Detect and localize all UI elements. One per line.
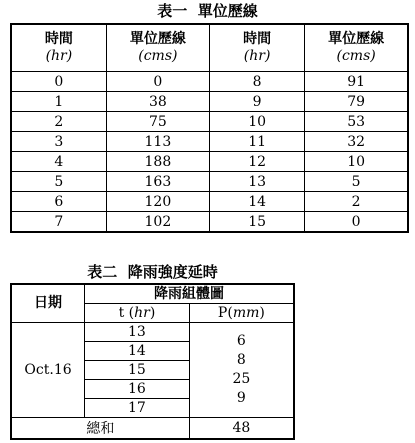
cell: 163 bbox=[106, 172, 209, 192]
total-row bbox=[11, 418, 294, 440]
header-uh-unit: (cms) bbox=[138, 48, 178, 64]
table-row bbox=[11, 152, 408, 172]
cell: 53 bbox=[305, 112, 408, 132]
t-cell: 13 bbox=[85, 323, 190, 342]
cell: 5 bbox=[11, 172, 106, 192]
header-uh-label: 單位歷線 bbox=[129, 31, 186, 47]
header-time2-label: 時間 bbox=[243, 31, 272, 47]
header-t bbox=[85, 304, 190, 323]
cell: 75 bbox=[106, 112, 209, 132]
header-time-unit: (hr) bbox=[45, 48, 73, 64]
total-label: 總和 bbox=[11, 418, 189, 440]
p-label-suffix: ) bbox=[259, 305, 265, 321]
cell: 113 bbox=[106, 132, 209, 152]
header-uh2-label: 單位歷線 bbox=[328, 31, 385, 47]
cell: 13 bbox=[209, 172, 304, 192]
t-cell: 15 bbox=[85, 361, 190, 380]
cell: 9 bbox=[209, 92, 304, 112]
p-value: 25 bbox=[232, 371, 251, 387]
table-row bbox=[11, 72, 408, 92]
t-cell: 16 bbox=[85, 380, 190, 399]
cell: 8 bbox=[209, 72, 304, 92]
header-date: 日期 bbox=[11, 284, 85, 323]
header-hyetograph: 降雨組體圖 bbox=[85, 284, 294, 304]
header-unit-hydrograph-2 bbox=[305, 24, 408, 72]
cell: 6 bbox=[11, 192, 106, 212]
table1-header-row bbox=[11, 24, 408, 72]
header-time-2 bbox=[209, 24, 304, 72]
cell: 7 bbox=[11, 212, 106, 233]
p-value: 9 bbox=[236, 390, 246, 406]
p-label-unit: mm bbox=[232, 305, 260, 321]
cell: 10 bbox=[209, 112, 304, 132]
cell: 102 bbox=[106, 212, 209, 233]
cell: 1 bbox=[11, 92, 106, 112]
table-row bbox=[11, 212, 408, 233]
cell: 15 bbox=[209, 212, 304, 233]
rainfall-intensity-table bbox=[10, 283, 295, 440]
cell: 0 bbox=[305, 212, 408, 233]
cell: 2 bbox=[11, 112, 106, 132]
table-row bbox=[11, 323, 294, 342]
p-label-prefix: P( bbox=[217, 305, 233, 321]
cell: 32 bbox=[305, 132, 408, 152]
cell: 188 bbox=[106, 152, 209, 172]
p-value: 8 bbox=[236, 352, 246, 368]
cell: 2 bbox=[305, 192, 408, 212]
table-row bbox=[11, 172, 408, 192]
t-label-prefix: t ( bbox=[118, 305, 135, 321]
cell: 79 bbox=[305, 92, 408, 112]
total-value: 48 bbox=[189, 418, 294, 440]
table-row bbox=[11, 132, 408, 152]
header-uh2-unit: (cms) bbox=[336, 48, 376, 64]
cell: 3 bbox=[11, 132, 106, 152]
p-values-cell bbox=[189, 323, 294, 418]
cell: 11 bbox=[209, 132, 304, 152]
cell: 14 bbox=[209, 192, 304, 212]
header-time-label: 時間 bbox=[44, 31, 73, 47]
table2-header-row-1 bbox=[11, 284, 294, 304]
header-time2-unit: (hr) bbox=[243, 48, 271, 64]
table-row bbox=[11, 192, 408, 212]
cell: 12 bbox=[209, 152, 304, 172]
t-cell: 17 bbox=[85, 399, 190, 418]
table-row bbox=[11, 112, 408, 132]
cell: 38 bbox=[106, 92, 209, 112]
t-label-suffix: ) bbox=[149, 305, 156, 321]
cell: 5 bbox=[305, 172, 408, 192]
p-value: 6 bbox=[236, 333, 246, 349]
date-cell: Oct.16 bbox=[11, 323, 85, 418]
table1-caption: 表一 單位歷線 bbox=[157, 2, 258, 20]
cell: 0 bbox=[11, 72, 106, 92]
t-label-unit: hr bbox=[134, 305, 150, 321]
cell: 120 bbox=[106, 192, 209, 212]
cell: 4 bbox=[11, 152, 106, 172]
table2-caption: 表二 降雨強度延時 bbox=[87, 263, 218, 281]
cell: 0 bbox=[106, 72, 209, 92]
cell: 91 bbox=[305, 72, 408, 92]
header-p bbox=[189, 304, 294, 323]
header-unit-hydrograph bbox=[106, 24, 209, 72]
t-cell: 14 bbox=[85, 342, 190, 361]
header-time bbox=[11, 24, 106, 72]
cell: 10 bbox=[305, 152, 408, 172]
table-row bbox=[11, 92, 408, 112]
unit-hydrograph-table bbox=[10, 23, 409, 233]
